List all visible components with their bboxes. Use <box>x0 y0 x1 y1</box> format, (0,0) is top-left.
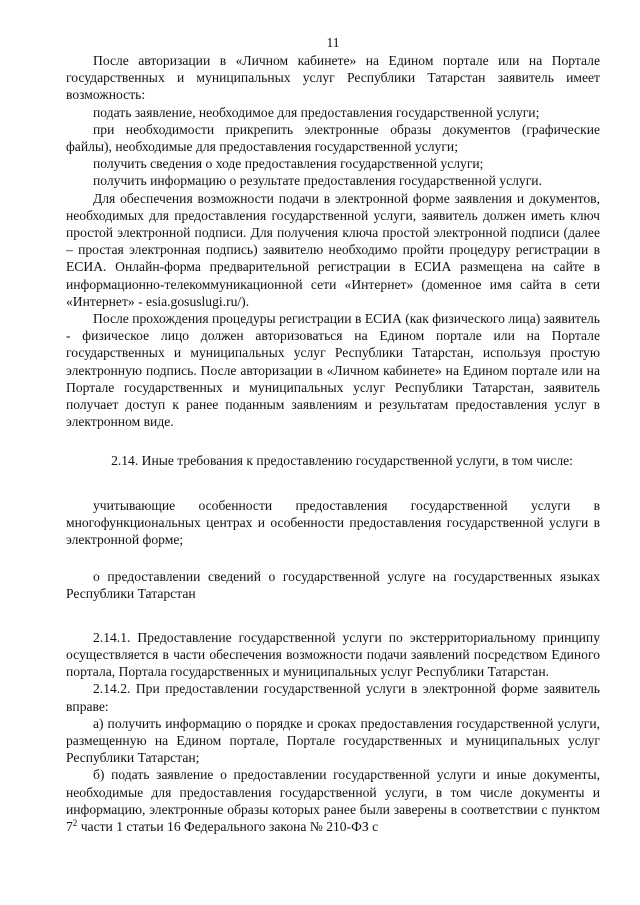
clause-2-14-2: 2.14.2. При предоставлении государственной услуги в электронной форме заявитель вправе: <box>66 681 600 714</box>
clause-b-end: части 1 статьи 16 Федерального закона № 210-ФЗ с <box>77 818 379 834</box>
page-number: 11 <box>326 35 340 50</box>
section-heading: 2.14. Иные требования к предоставлению государственной услуги, в том числе: <box>111 453 573 469</box>
sub-item-languages: о предоставлении сведений о государственной услуге на государственных языках Республики Татарстан <box>66 569 600 602</box>
clause-2-14-1: 2.14.1. Предоставление государственной услуги по экстерриториальному принципу осуществляется в части обеспечения возможности подачи заявлений посредством Единого портала, Портала государственных и муниципальных услуг Республики Татарстан. <box>66 629 600 680</box>
paragraph-progress-info: получить сведения о ходе предоставления государственной услуги; <box>93 156 484 172</box>
paragraph-electronic-signature: Для обеспечения возможности подачи в электронной форме заявления и документов, необходимых для предоставления государственной услуги, заявитель должен иметь ключ простой электронной подписи. Для получения ключа простой электронной подписи (далее – простая электронная подпись) заявителю необходимо пройти процедуру регистрации в ЕСИА. Онлайн-форма предварительной регистрации в ЕСИА размещена на сайте в информационно-телекоммуникационной сети «Интернет» (доменное имя сайта в сети «Интернет» - esia.gosuslugi.ru/). <box>66 190 600 309</box>
paragraph-after-authorization: После авторизации в «Личном кабинете» на Едином портале или на Портале государственных и муниципальных услуг Республики Татарстан заявитель имеет возможность: <box>66 53 600 103</box>
paragraph-after-registration: После прохождения процедуры регистрации в ЕСИА (как физического лица) заявитель - физическое лицо должен авторизоваться на Едином портале или на Портале государственных и муниципальных услуг Республики Татарстан, используя простую электронную подпись. После авторизации в «Личном кабинете» на Едином портале или на Портале государственных и муниципальных услуг Республики Татарстан, заявитель получает доступ к ранее поданным заявлениям и результатам предоставления услуг в электронном виде. <box>66 311 600 430</box>
paragraph-attach-documents: при необходимости прикрепить электронные образы документов (графические файлы), необходимые для предоставления государственной услуги; <box>66 121 600 155</box>
sub-item-mfc: учитывающие особенности предоставления государственной услуги в многофункциональных центрах и особенности предоставления государственной услуги в электронной форме; <box>66 497 600 548</box>
clause-a: а) получить информацию о порядке и сроках предоставления государственной услуги, размещенную на Едином портале, Портале государственных и муниципальных услуг Республики Татарстан; <box>66 715 600 766</box>
paragraph-submit-application: подать заявление, необходимое для предоставления государственной услуги; <box>93 104 540 120</box>
clause-b-start: б) подать заявление о предоставлении государственной услуги и иные документы, необходимые для предоставления государственной услуги, в том числе документы и информацию, электронные образы которых ранее были заверены в соответствии с пунктом 7 <box>66 767 600 834</box>
clause-b-superscript: 2 <box>72 817 78 828</box>
paragraph-result-info: получить информацию о результате предоставления государственной услуги. <box>93 173 542 189</box>
clause-b <box>66 766 600 835</box>
